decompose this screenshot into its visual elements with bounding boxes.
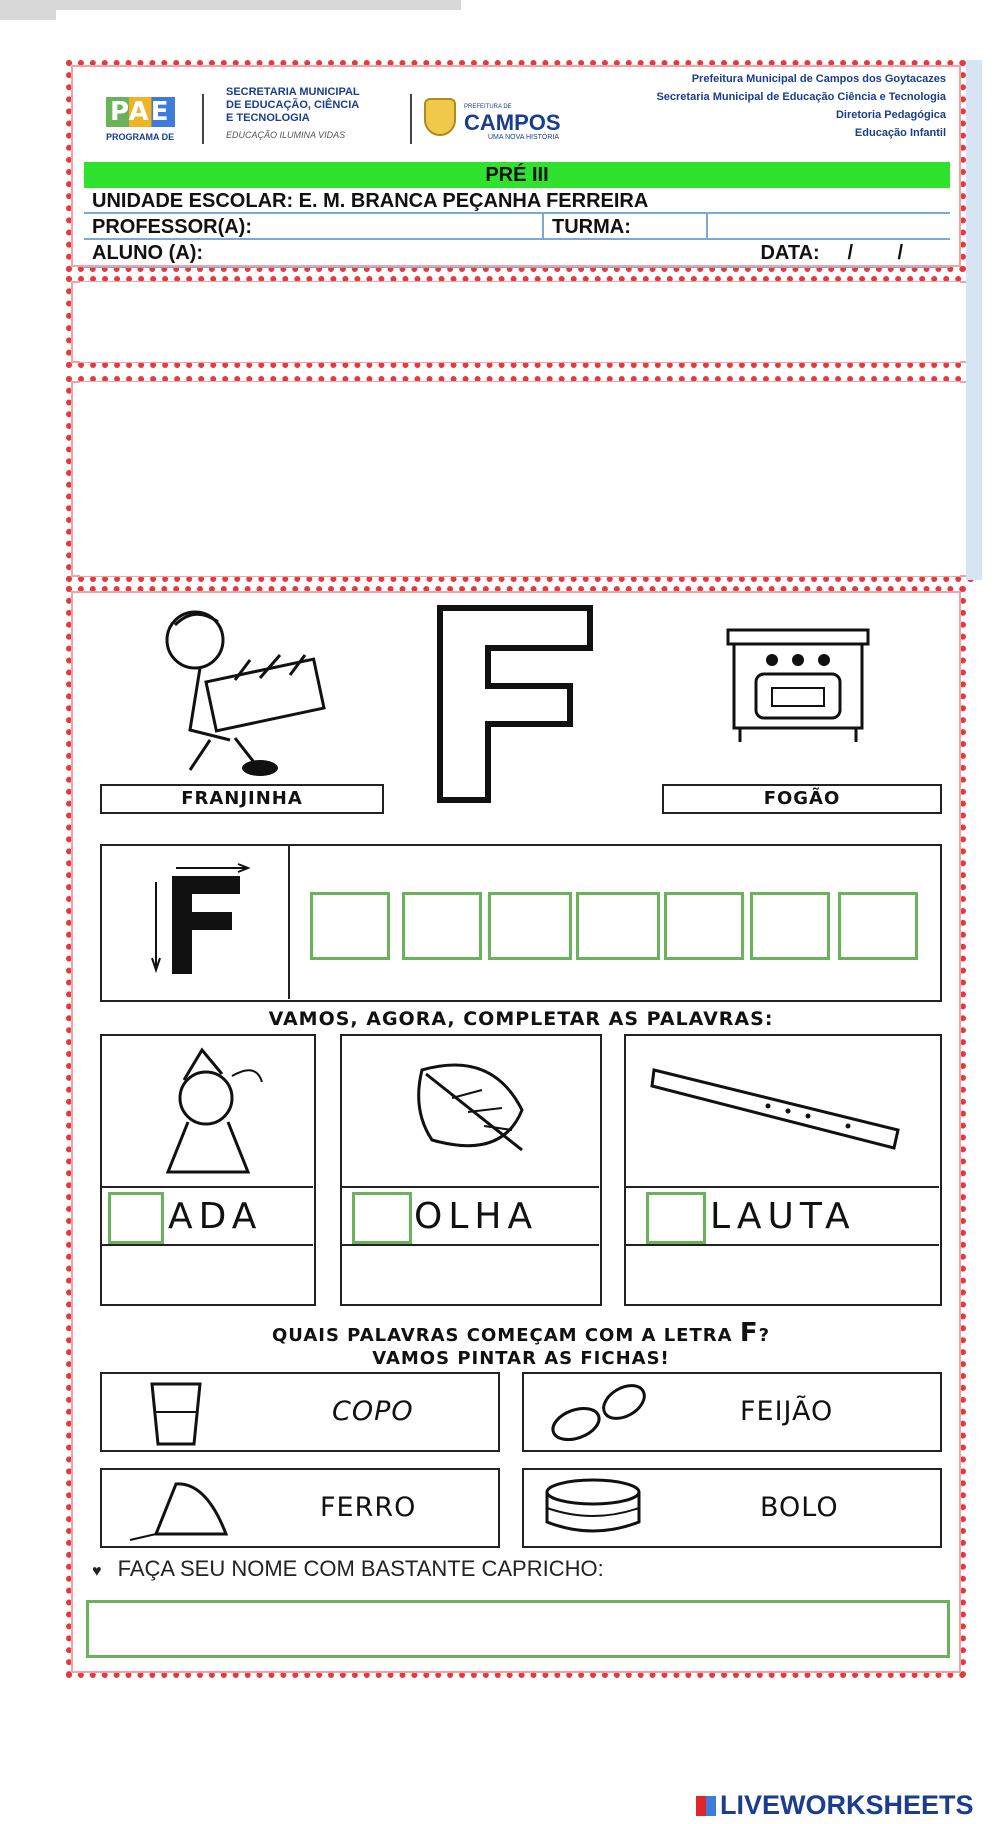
name-instruction (92, 1556, 604, 1582)
flauta-row (626, 1186, 939, 1246)
right-line4: Educação Infantil (854, 127, 946, 139)
chip-copo-text: COPO (332, 1396, 414, 1427)
school-name: UNIDADE ESCOLAR: E. M. BRANCA PEÇANHA FERREIRA (92, 190, 649, 212)
pae-sub: PROGRAMA DE (106, 132, 175, 142)
chip-copo[interactable] (100, 1372, 500, 1452)
stove-icon (722, 626, 874, 746)
sec-tag: EDUCAÇÃO ILUMINA VIDAS (226, 130, 346, 140)
big-letter-f (430, 604, 610, 804)
iron-icon (126, 1474, 236, 1544)
sec-line1: SECRETARIA MUNICIPAL (226, 86, 360, 98)
pae-logo (106, 97, 186, 127)
boy-with-box-icon (140, 600, 350, 780)
divider (202, 94, 204, 144)
chip-ferro-text: FERRO (320, 1492, 417, 1523)
complete-instruction: VAMOS, AGORA, COMPLETAR AS PALAVRAS: (268, 1008, 774, 1030)
trace-box-3[interactable] (488, 892, 572, 960)
turma-cell (542, 214, 706, 240)
beans-icon (546, 1378, 656, 1448)
label-franjinha (100, 784, 384, 814)
right-line3: Diretoria Pedagógica (835, 109, 946, 121)
right-line1: Prefeitura Municipal de Campos dos Goytacazes (691, 73, 946, 85)
flauta-word: LAUTA (710, 1196, 856, 1237)
leaf-icon (412, 1050, 542, 1170)
name-instruction-text: FAÇA SEU NOME COM BASTANTE CAPRICHO: (117, 1556, 604, 1581)
folha-word: OLHA (414, 1196, 539, 1237)
class-level-bar (84, 162, 950, 188)
cup-icon (146, 1378, 206, 1448)
word-card-fada (100, 1034, 316, 1306)
liveworksheets-icon (696, 1796, 716, 1816)
paint-question (100, 1318, 942, 1348)
fada-word: ADA (168, 1196, 263, 1237)
sec-line2: DE EDUCAÇÃO, CIÊNCIA (226, 99, 360, 111)
cake-icon (538, 1474, 648, 1544)
stove-illustration (722, 626, 874, 746)
campos-logo: CAMPOS (464, 110, 561, 135)
pae-logo-text: PAE (106, 97, 175, 127)
paint-question-letter: F (739, 1318, 759, 1348)
header-inner (84, 72, 950, 268)
paint-question-end: ? (758, 1325, 771, 1346)
blank-panel-2-fill (80, 382, 960, 576)
name-input-box[interactable] (86, 1600, 950, 1658)
student-label[interactable]: ALUNO (A): (92, 242, 204, 264)
school-row (84, 188, 950, 214)
paint-question-text: QUAIS PALAVRAS COMEÇAM COM A LETRA (271, 1325, 733, 1346)
campos-pre: PREFEITURA DE (464, 104, 512, 110)
fada-letter-box[interactable] (108, 1192, 164, 1244)
sec-line3: E TECNOLOGIA (226, 112, 310, 124)
trace-letter-cell (102, 846, 290, 999)
trace-box-6[interactable] (750, 892, 830, 960)
flute-icon (648, 1056, 918, 1166)
flauta-letter-box[interactable] (646, 1192, 706, 1244)
chip-bolo-text: BOLO (760, 1492, 839, 1523)
word-card-flauta (624, 1034, 942, 1306)
label-fogao-text: FOGÃO (763, 788, 841, 809)
date-cell (706, 214, 950, 264)
student-row (84, 240, 950, 268)
liveworksheets-text: LIVEWORKSHEETS (720, 1790, 974, 1820)
trace-box-1[interactable] (310, 892, 390, 960)
campos-tag: UMA NOVA HISTÓRIA (488, 134, 560, 141)
trace-box-7[interactable] (838, 892, 918, 960)
right-header (656, 70, 946, 142)
label-fogao (662, 784, 942, 814)
trace-row (100, 844, 942, 1002)
label-franjinha-text: FRANJINHA (181, 788, 303, 809)
turma-label[interactable]: TURMA: (552, 216, 631, 238)
liveworksheets-logo (696, 1790, 974, 1821)
trace-box-5[interactable] (664, 892, 744, 960)
heart-icon: ♥ (92, 1563, 102, 1580)
date-label[interactable]: DATA: / / (760, 242, 904, 264)
blue-edge (966, 60, 982, 580)
fada-row (102, 1186, 313, 1246)
header-frame (66, 60, 966, 272)
class-level: PRÉ III (485, 164, 549, 186)
right-line2: Secretaria Municipal de Educação Ciência e Tecnologia (656, 91, 946, 103)
folha-letter-box[interactable] (352, 1192, 412, 1244)
divider-2 (410, 94, 412, 144)
chip-feijao[interactable] (522, 1372, 942, 1452)
folha-row (342, 1186, 599, 1246)
chip-bolo[interactable] (522, 1468, 942, 1548)
word-card-folha (340, 1034, 602, 1306)
paint-instruction: VAMOS PINTAR AS FICHAS! (372, 1348, 670, 1369)
big-letter-f-icon (430, 604, 610, 804)
franjinha-illustration (140, 600, 350, 780)
top-bar-left (0, 0, 56, 20)
fairy-icon (144, 1042, 274, 1182)
trace-box-4[interactable] (576, 892, 660, 960)
campos-crest-icon (424, 98, 456, 136)
chip-feijao-text: FEIJÃO (740, 1396, 834, 1427)
teacher-label[interactable]: PROFESSOR(A): (92, 216, 252, 238)
top-bar-right (56, 0, 461, 10)
chip-ferro[interactable] (100, 1468, 500, 1548)
blank-panel-1-fill (80, 282, 960, 362)
trace-f-icon (102, 846, 290, 999)
secretaria-text (226, 86, 360, 142)
trace-box-2[interactable] (402, 892, 482, 960)
